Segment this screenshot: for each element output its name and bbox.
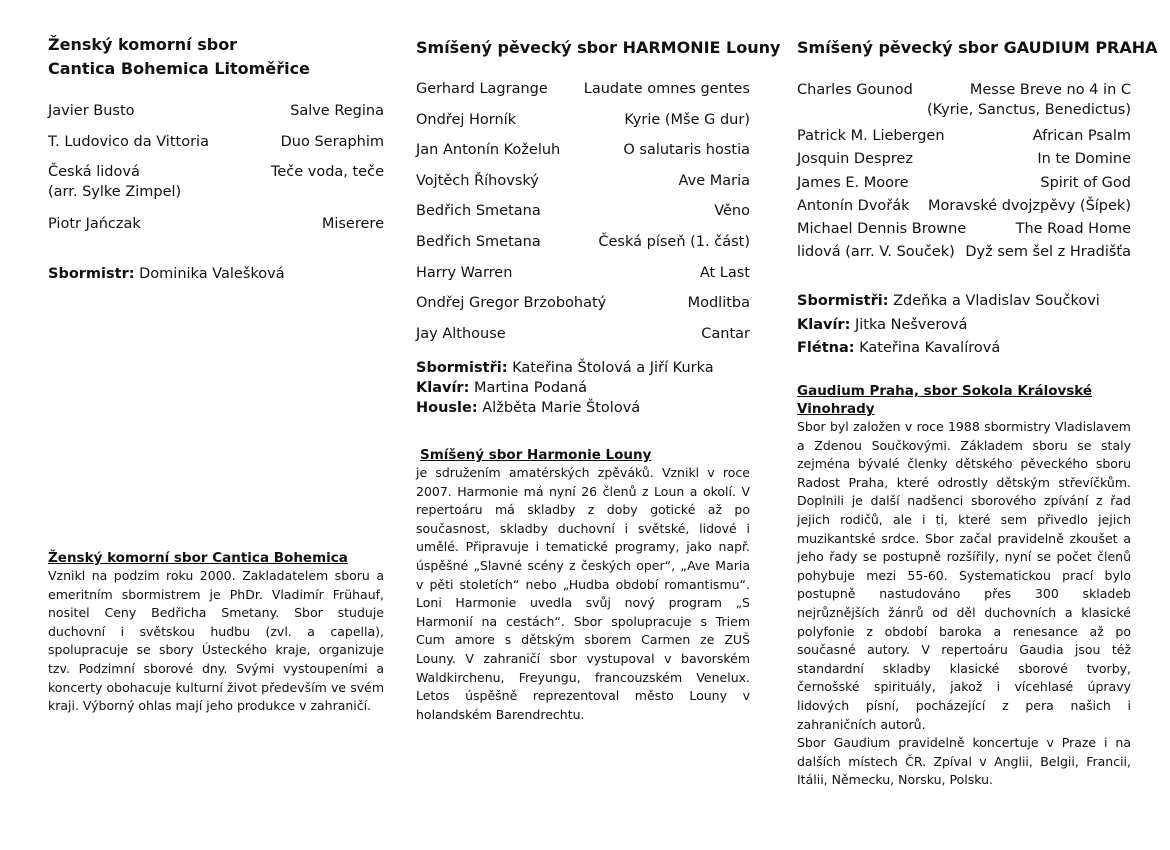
crew-label: Sbormistři: [797,293,889,309]
composer-line-1: Česká lidová [48,164,140,180]
bio-text: Vznikl na podzim roku 2000. Zakladatelem sboru a emeritním sbormistrem je PhDr. Vladimír Frühauf, nositel Ceny Bedřicha Smetany. Sbor studuje duchovní i světskou hudbu (zvl. a capella), spolupracuje se sbory Ústeckého kraje, organizuje tzv. Podzimní sborové dny. Svými vystoupeními a koncerty obohacuje kulturní život především ve svém kraji. Výborný ohlas mají jeho produkce v zahraničí. [48,568,384,714]
composer-line-2: (arr. Sylke Zimpel) [48,184,182,200]
crew-value: Kateřina Kavalírová [859,340,1001,356]
composer: James E. Moore [797,174,909,191]
composer: Bedřich Smetana [416,233,541,250]
crew-conductor [48,264,384,284]
work-title: In te Domine [1037,151,1131,168]
program-item [416,201,750,232]
program-item [416,324,750,355]
work-title: Ave Maria [678,172,750,189]
bio-title: Smíšený sbor Harmonie Louny [420,447,652,463]
composer: Harry Warren [416,264,513,281]
work-title: Cantar [701,325,750,342]
crew-item [416,398,750,418]
composer: Charles Gounod [797,82,913,98]
composer: lidová (arr. V. Souček) [797,244,955,261]
work-title: At Last [699,264,750,281]
composer: Ondřej Horník [416,111,517,128]
composer: Vojtěch Říhovský [416,172,539,189]
bio-text: je sdružením amatérských zpěváků. Vznikl v roce 2007. Harmonie má nyní 26 členů z Loun a okolí. V repertoáru má skladby z doby gotické až po současnost, skladby duchovní i světské, lidové i umělé. Připravuje i tematické programy, jako např. úspěšné „Slavné scény z českých oper“, „Ave Maria v pěti stoletích“ nebo „Hudba období romantismu“. Loni Harmonie uvedla svůj nový program „S Harmonií na cestách“. Sbor spolupracuje s Triem Cum amore s dětským sborem Carmen ze ZUŠ Louny. V zahraničí sbor vystupoval v bavorském Waldkirchenu, Freyungu, francouzském Venelux. Letos úspěšně reprezentoval město Louny v holandském Barendrechtu. [416,465,750,722]
work-title: African Psalm [1032,128,1131,144]
choir-title: Smíšený pěvecký sbor GAUDIUM PRAHA [797,38,1158,57]
bio-text-paragraph-1: Sbor byl založen v roce 1988 sbormistry Vladislavem a Zdenou Součkovými. Základem sboru se staly zejména bývalé členky dětského pěveckého sboru Radost Praha, které odrostly dětským střevíčkům. Doplnili je další nadšenci sborového zpívání z řad jejich rodičů, ale i ti, které sem přivedlo jejich muzikantské srdce. Sbor začal pravidelně zkoušet a jeho řady se postupně rozšířily, nyní se počet členů pohybuje mezi 55-60. Systematickou prací bylo postupně nastudováno přes 300 skladeb nejrůznějších žánrů od děl duchovních a klasické polyfonie z období baroka a renesance až po současné autory. V repertoáru Gaudia jsou též standardní skladby klasické sborové tvorby, černošské spirituály, jakož i vícehlasé úpravy lidových písní, pocházející z pera našich i zahraničních autorů. [797,419,1131,732]
work-title: Laudate omnes gentes [583,81,750,97]
composer: Bedřich Smetana [416,203,541,220]
crew-value: Alžběta Marie Štolová [482,400,641,416]
composer: Piotr Jańczak [48,216,141,232]
crew-value: Kateřina Štolová a Jiří Kurka [512,360,714,376]
composer: Jay Althouse [416,325,506,342]
composer: Michael Dennis Browne [797,221,967,238]
work-title: Spirit of God [1040,174,1131,191]
program-list [416,79,750,354]
bio-title: Ženský komorní sbor Cantica Bohemica [48,550,348,566]
program-item [797,196,1131,219]
work-title: Duo Seraphim [280,134,384,150]
work-title [927,80,1131,120]
crew-item [797,314,1131,338]
choir-bio [797,382,1131,790]
composer: Josquin Desprez [797,151,913,168]
program-item [797,80,1131,126]
bio-title: Gaudium Praha, sbor Sokola Královské Vinohrady [797,383,1093,417]
work-title: Teče voda, teče [270,164,384,180]
program-list [48,101,384,244]
crew-value: Dominika Valešková [139,266,285,282]
work-title: Modlitba [687,295,750,312]
composer [48,162,181,202]
choir-title-line-2: Cantica Bohemica Litoměřice [48,59,310,78]
program-item [48,101,384,132]
program-item [48,214,384,244]
crew-label: Sbormistři: [416,360,508,376]
composer: Jan Antonín Koželuh [416,142,561,159]
crew-item [416,358,750,378]
program-item [416,293,750,324]
program-item [797,173,1131,196]
composer: Javier Busto [48,103,135,119]
program-item [797,149,1131,172]
composer: T. Ludovico da Vittoria [48,134,209,150]
work-title: Moravské dvojzpěvy (Šípek) [927,197,1131,214]
program-item [797,126,1131,149]
crew-label: Housle: [416,400,478,416]
work-line-1: Messe Breve no 4 in C [969,82,1131,98]
program-item [797,219,1131,242]
crew-label: Klavír: [797,316,851,333]
crew-item [797,290,1131,314]
composer: Ondřej Gregor Brzobohatý [416,295,607,312]
composer: Antonín Dvořák [797,197,910,214]
bio-text-paragraph-2: Sbor Gaudium pravidelně koncertuje v Praze i na dalších místech ČR. Zpíval v Anglii, Belgii, Francii, Itálii, Německu, Norsku, Polsku. [797,735,1131,788]
program-item [48,162,384,214]
crew-item [416,378,750,398]
work-title: Dyž sem šel z Hradišťa [965,244,1131,261]
crew-list [797,290,1131,361]
crew-item [797,337,1131,361]
crew-value: Zdeňka a Vladislav Součkovi [893,293,1100,309]
program-item [416,171,750,202]
choir-bio [416,446,750,724]
choir-title-line-1: Ženský komorní sbor [48,35,238,54]
program-item [416,79,750,110]
work-line-2: (Kyrie, Sanctus, Benedictus) [927,102,1131,118]
work-title: Salve Regina [290,103,384,119]
work-title: Kyrie (Mše G dur) [624,111,750,128]
choir-title: Smíšený pěvecký sbor HARMONIE Louny [416,38,781,57]
program-item [416,263,750,294]
work-title: Česká píseň (1. část) [598,233,750,250]
program-item [48,132,384,162]
program-item [416,232,750,263]
crew-list [416,358,750,418]
crew-value: Jitka Nešverová [854,316,968,333]
work-title: Věno [714,203,750,220]
work-title: Miserere [321,216,384,232]
composer: Gerhard Lagrange [416,81,548,97]
work-title: The Road Home [1015,221,1131,238]
crew-label: Klavír: [416,380,470,396]
program-item [797,242,1131,265]
crew-label: Flétna: [797,340,855,356]
program-list [797,80,1131,266]
program-item [416,140,750,171]
crew-label: Sbormistr: [48,266,135,282]
program-item [416,110,750,141]
composer: Patrick M. Liebergen [797,128,945,144]
choir-bio [48,549,384,716]
crew-value: Martina Podaná [473,380,588,396]
work-title: O salutaris hostia [623,142,750,159]
